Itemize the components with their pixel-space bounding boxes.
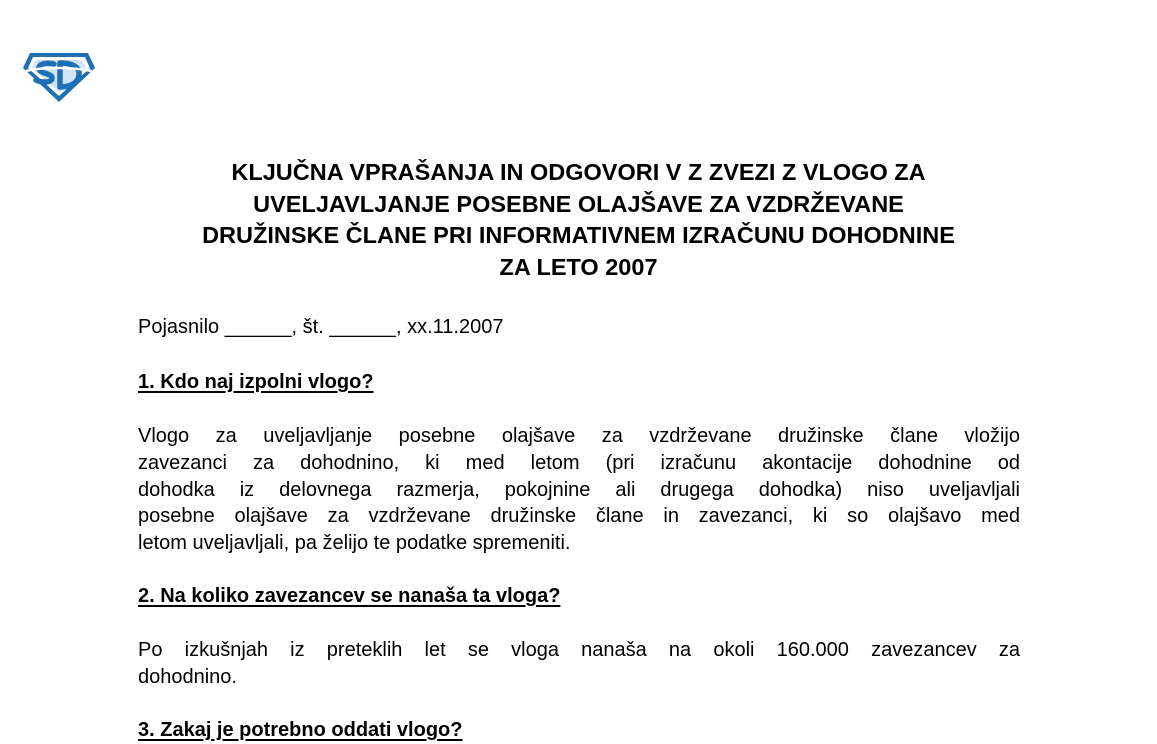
question-3-heading: 3. Zakaj je potrebno oddati vlogo? [138,719,463,741]
logo-shield-icon [22,50,96,104]
title-line: DRUŽINSKE ČLANE PRI INFORMATIVNEM IZRAČUNU DOHODNINE [202,222,955,248]
company-logo [22,50,96,104]
question-1-heading: 1. Kdo naj izpolni vlogo? [138,371,374,393]
answer-1-paragraph [138,423,1020,557]
question-2-heading: 2. Na koliko zavezancev se nanaša ta vloga? [138,585,561,607]
title-line: UVELJAVLJANJE POSEBNE OLAJŠAVE ZA VZDRŽEVANE [253,190,904,217]
document-title [120,157,1037,283]
title-line: ZA LETO 2007 [499,253,658,280]
answer-line: Po izkušnjah iz preteklih let se vloga nanaša na okoli 160.000 zavezancev za [138,639,1020,661]
answer-line: Vlogo za uveljavljanje posebne olajšave za vzdrževane družinske člane vložijo [138,425,1020,447]
answer-line: dohodnino. [138,665,237,688]
answer-line: dohodka iz delovnega razmerja, pokojnine ali drugega dohodka) niso uveljavljali [138,478,1020,501]
answer-line: posebne olajšave za vzdrževane družinske člane in zavezanci, ki so olajšavo med [138,505,1020,528]
title-line: KLJUČNA VPRAŠANJA IN ODGOVORI V Z ZVEZI Z VLOGO ZA [231,159,926,185]
answer-2-paragraph [138,637,1020,691]
answer-line: letom uveljavljali, pa želijo te podatke spremeniti. [138,532,571,555]
clarification-line: Pojasnilo ______, št. ______, xx.11.2007 [138,316,504,338]
answer-line: zavezanci za dohodnino, ki med letom (pri izračunu akontacije dohodnine od [138,451,1020,474]
